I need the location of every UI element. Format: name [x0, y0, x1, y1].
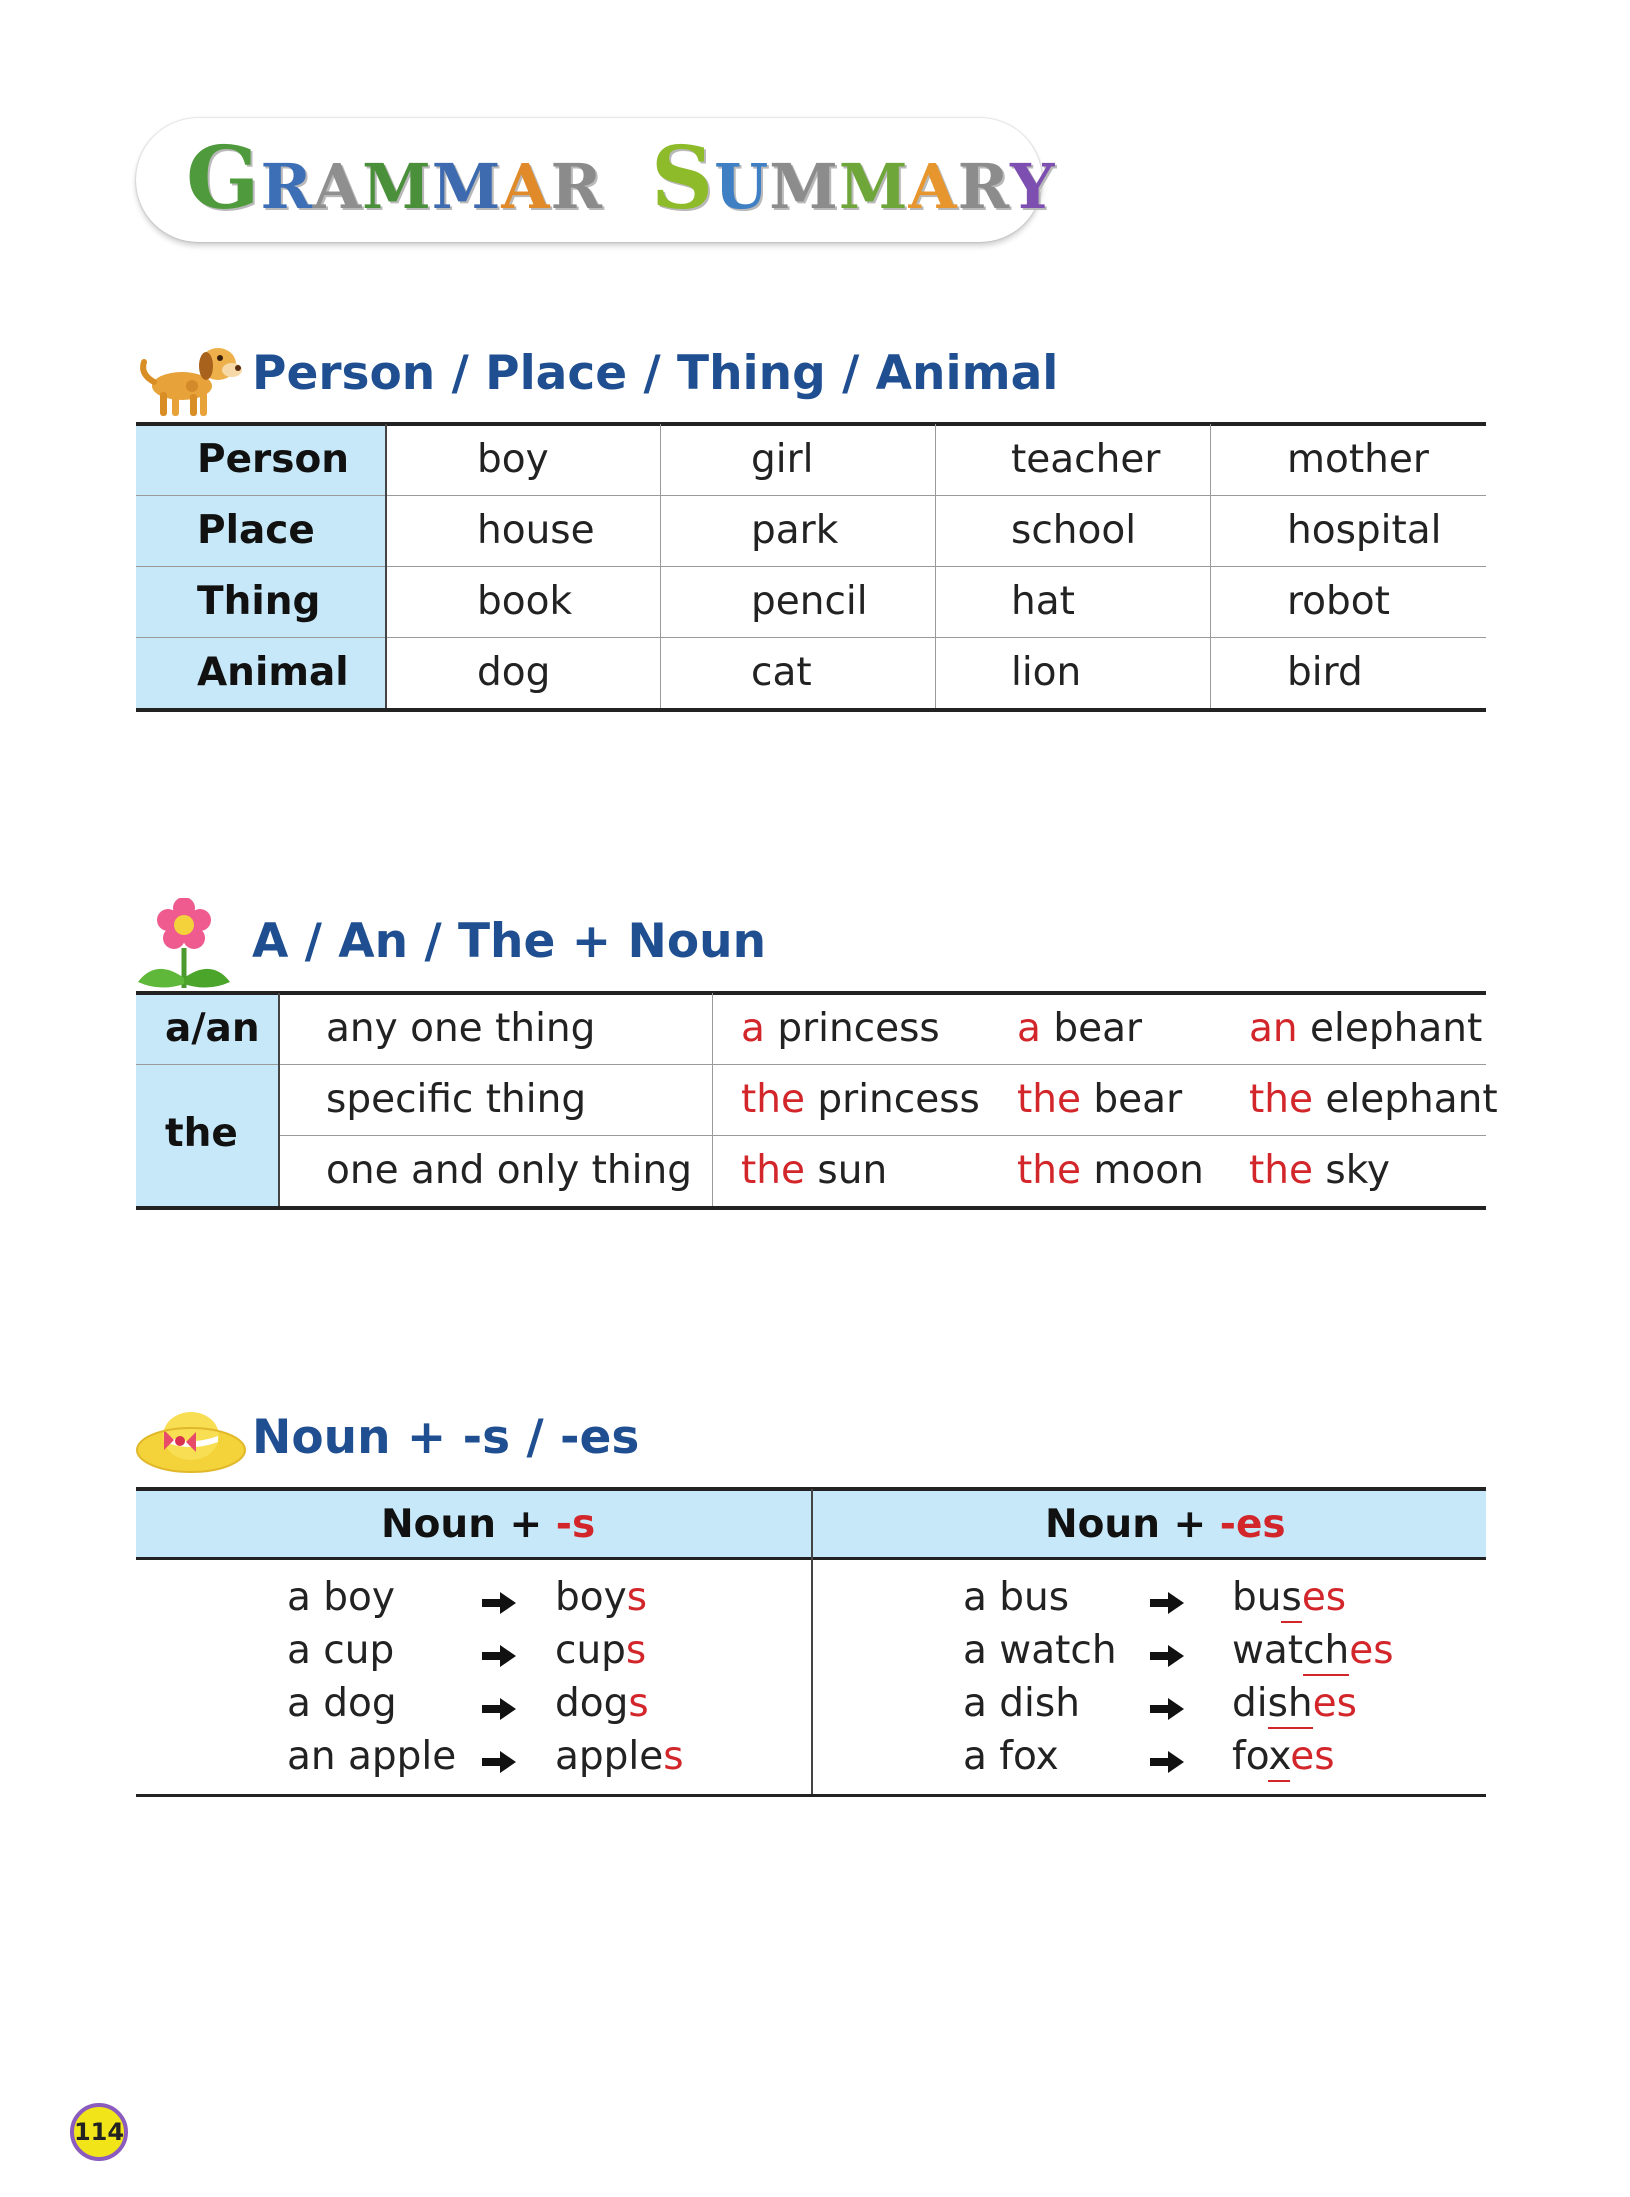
plural-suffix: es: [1349, 1628, 1394, 1673]
plural-stem: boy: [555, 1575, 627, 1620]
table-rule: [811, 1489, 813, 1794]
table-cell: pencil: [751, 579, 868, 624]
table-cell: girl: [751, 437, 814, 482]
title-letter: M: [838, 150, 909, 223]
example-phrase: [741, 1006, 940, 1051]
header-suffix: -s: [555, 1502, 596, 1547]
section-title: A / An / The + Noun: [252, 914, 767, 969]
section-title: Noun + -s / -es: [252, 1410, 640, 1465]
usage-description: specific thing: [326, 1077, 587, 1122]
article: the: [741, 1148, 806, 1193]
example-phrase: [1249, 1077, 1498, 1122]
row-label: a/an: [165, 1006, 260, 1051]
flower-icon: [136, 898, 232, 994]
table-rule: [136, 566, 1486, 567]
plural-suffix: es: [1290, 1734, 1335, 1779]
table-cell: lion: [1011, 650, 1082, 695]
plural-noun: [555, 1575, 648, 1620]
example-phrase: [1017, 1006, 1142, 1051]
article: the: [1017, 1148, 1082, 1193]
row-label: the: [165, 1111, 238, 1156]
plural-stem-ending: sh: [1268, 1681, 1313, 1729]
arrow-right-icon: [482, 1698, 516, 1720]
plural-stem-ending: x: [1268, 1734, 1290, 1782]
article: the: [1249, 1077, 1314, 1122]
title-letter: R: [260, 150, 313, 223]
column-header: [1045, 1502, 1286, 1547]
table-rule: [712, 993, 713, 1206]
plural-noun: [1232, 1681, 1357, 1726]
plural-stem-ending: s: [1281, 1575, 1301, 1623]
singular-noun: a cup: [287, 1628, 395, 1673]
table-cell: robot: [1287, 579, 1390, 624]
plural-stem: wat: [1232, 1628, 1304, 1673]
usage-description: any one thing: [326, 1006, 596, 1051]
example-phrase: [741, 1077, 980, 1122]
plural-stem-ending: ch: [1303, 1628, 1349, 1676]
title-letter: A: [312, 150, 363, 223]
plural-stem: di: [1232, 1681, 1268, 1726]
header-base: Noun +: [1045, 1502, 1220, 1547]
noun: bear: [1093, 1077, 1183, 1122]
title-letter: R: [957, 150, 1011, 223]
dog-icon: [134, 338, 244, 420]
title-banner: [136, 118, 1056, 242]
singular-noun: a fox: [963, 1734, 1059, 1779]
example-phrase: [1017, 1077, 1183, 1122]
title-letter: M: [431, 150, 502, 223]
section-title: Person / Place / Thing / Animal: [252, 346, 1059, 401]
arrow-right-icon: [1150, 1645, 1184, 1667]
title-letter: A: [501, 150, 551, 223]
plural-stem: cup: [555, 1628, 626, 1673]
row-label: Thing: [197, 579, 321, 624]
hat-icon: [134, 1400, 248, 1476]
title-letter: U: [714, 150, 770, 223]
noun: princess: [777, 1006, 940, 1051]
arrow-right-icon: [1150, 1698, 1184, 1720]
table-rule: [660, 424, 661, 708]
noun: moon: [1093, 1148, 1204, 1193]
noun: sky: [1325, 1148, 1391, 1193]
table-cell: park: [751, 508, 839, 553]
page-title: [186, 128, 1055, 232]
plural-suffix: es: [1301, 1575, 1347, 1620]
example-phrase: [1017, 1148, 1204, 1193]
plural-stem: dog: [555, 1681, 629, 1726]
table-cell: boy: [477, 437, 549, 482]
header-suffix: -es: [1219, 1502, 1286, 1547]
arrow-right-icon: [1150, 1751, 1184, 1773]
table-rule: [1210, 424, 1211, 708]
page-number: 114: [70, 2103, 128, 2161]
plural-suffix: s: [663, 1734, 684, 1779]
plural-suffix: s: [626, 1575, 648, 1620]
table-cell: school: [1011, 508, 1137, 553]
table-rule: [136, 637, 1486, 638]
table-cell: bird: [1287, 650, 1363, 695]
singular-noun: an apple: [287, 1734, 457, 1779]
example-phrase: [741, 1148, 888, 1193]
article: a: [1017, 1006, 1041, 1051]
row-label: Person: [197, 437, 350, 482]
plural-suffix: es: [1312, 1681, 1357, 1726]
singular-noun: a dish: [963, 1681, 1080, 1726]
plural-noun: [1232, 1628, 1394, 1673]
table-cell: house: [477, 508, 595, 553]
plural-noun: [555, 1681, 649, 1726]
article: the: [1017, 1077, 1082, 1122]
table-rule: [136, 708, 1486, 712]
singular-noun: a bus: [963, 1575, 1070, 1620]
table-rule: [136, 1794, 1486, 1797]
arrow-right-icon: [482, 1751, 516, 1773]
article: the: [1249, 1148, 1314, 1193]
table-rule: [136, 495, 1486, 496]
title-letter: S: [651, 128, 715, 229]
row-label: Animal: [197, 650, 349, 695]
arrow-right-icon: [482, 1592, 516, 1614]
table-rule: [136, 1206, 1486, 1210]
arrow-right-icon: [482, 1645, 516, 1667]
plural-suffix: s: [628, 1681, 649, 1726]
title-letter: M: [362, 150, 432, 223]
example-phrase: [1249, 1148, 1391, 1193]
table-cell: book: [477, 579, 573, 624]
header-base: Noun +: [381, 1502, 556, 1547]
plural-noun: [1232, 1734, 1335, 1779]
table-cell: dog: [477, 650, 551, 695]
table-cell: hat: [1011, 579, 1075, 624]
row-label: Place: [197, 508, 315, 553]
singular-noun: a dog: [287, 1681, 397, 1726]
title-letter: R: [550, 150, 604, 223]
plural-noun: [555, 1628, 647, 1673]
table-cell: teacher: [1011, 437, 1161, 482]
singular-noun: a watch: [963, 1628, 1117, 1673]
title-letter: G: [186, 128, 261, 229]
plural-stem: apple: [555, 1734, 664, 1779]
column-header: [381, 1502, 596, 1547]
title-letter: A: [908, 150, 958, 223]
noun: princess: [817, 1077, 980, 1122]
arrow-right-icon: [1150, 1592, 1184, 1614]
plural-stem: fo: [1232, 1734, 1269, 1779]
table-cell: mother: [1287, 437, 1429, 482]
table-rule: [136, 422, 1486, 426]
noun: elephant: [1310, 1006, 1483, 1051]
noun: elephant: [1325, 1077, 1498, 1122]
plural-noun: [1232, 1575, 1347, 1620]
table-rule: [385, 424, 387, 708]
table-rule: [278, 993, 280, 1206]
article: the: [741, 1077, 806, 1122]
usage-description: one and only thing: [326, 1148, 692, 1193]
article: a: [741, 1006, 765, 1051]
table-rule: [278, 1135, 1486, 1136]
title-letter: M: [769, 150, 839, 223]
plural-suffix: s: [625, 1628, 647, 1673]
article: an: [1249, 1006, 1298, 1051]
table-cell: cat: [751, 650, 812, 695]
table-rule: [935, 424, 936, 708]
example-phrase: [1249, 1006, 1483, 1051]
title-letter: Y: [1010, 150, 1056, 223]
table-cell: hospital: [1287, 508, 1442, 553]
table-rule: [136, 1064, 1486, 1065]
noun: sun: [817, 1148, 888, 1193]
plural-stem: bu: [1232, 1575, 1282, 1620]
singular-noun: a boy: [287, 1575, 395, 1620]
plural-noun: [555, 1734, 684, 1779]
table-rule: [136, 991, 1486, 995]
noun: bear: [1053, 1006, 1142, 1051]
